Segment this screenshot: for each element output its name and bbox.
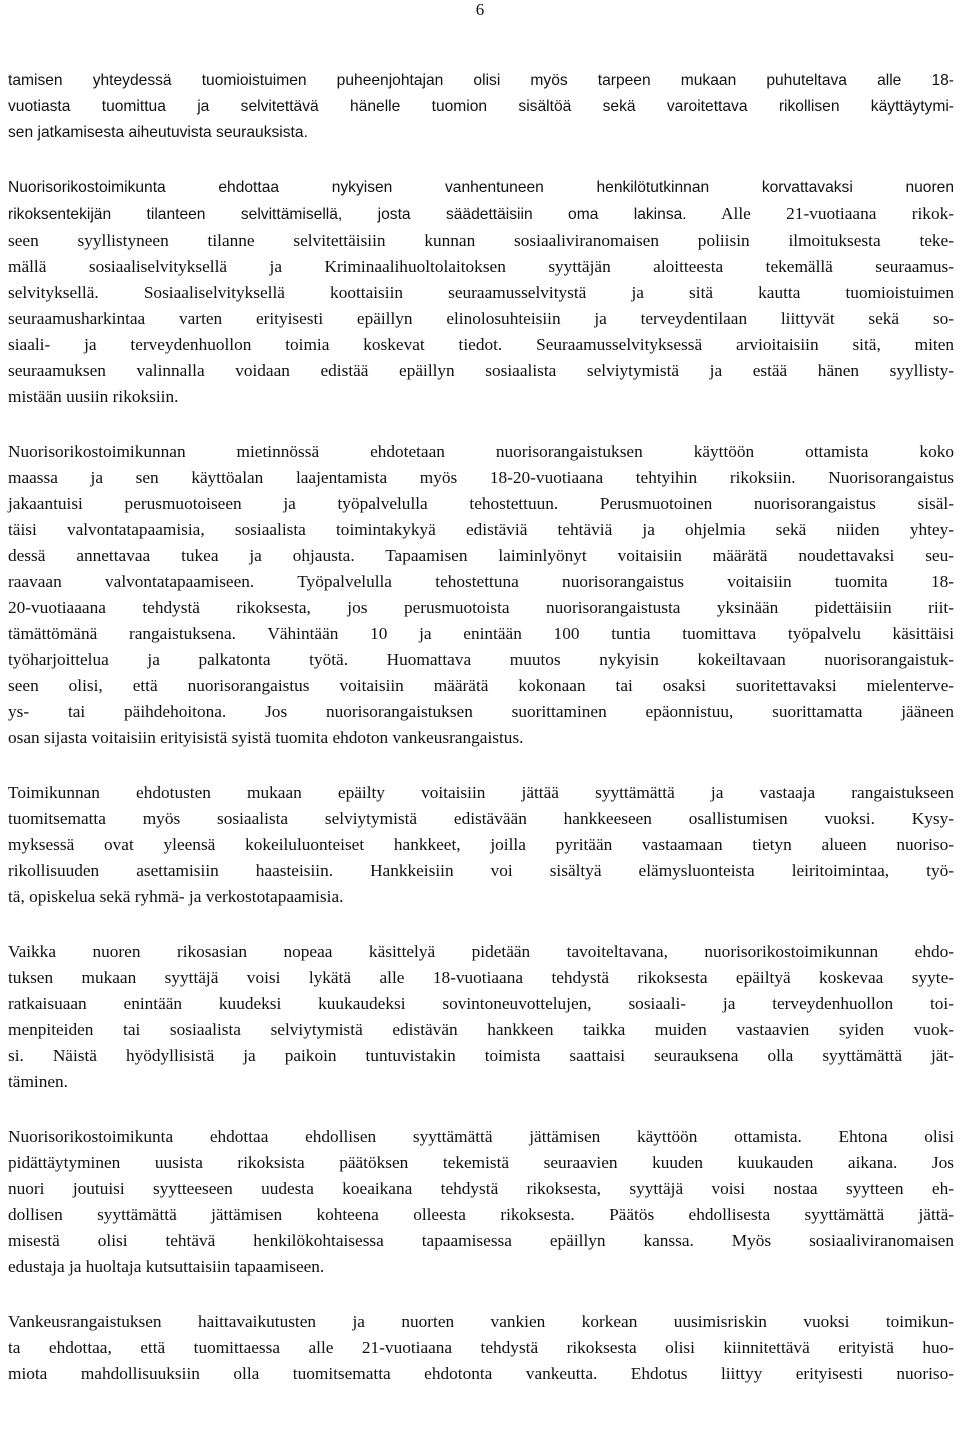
text-line: siaali- ja terveydenhuollon toimia koskevat tiedot. Seuraamusselvityksessä arvioitaisiin sitä, miten xyxy=(8,335,954,354)
text-line: dessä annettavaa tukea ja ohjausta. Tapaamisen laiminlyönyt voitaisiin määrätä noudettavaksi seu- xyxy=(8,546,954,565)
text-line: maassa ja sen käyttöalan laajentamista myös 18-20-vuotiaana tehtyihin rikoksiin. Nuorisorangaistus xyxy=(8,468,954,487)
text-line: selvityksellä. Sosiaaliselvityksellä koottaisiin seuraamusselvitystä ja sitä kautta tuomioistuimen xyxy=(8,283,954,302)
text-line: nuori joutuisi syytteeseen uudesta koeaikana tehdystä rikoksesta, syyttäjä voisi nostaa syytteen eh- xyxy=(8,1179,954,1198)
text-line: tuomitsematta myös sosiaalista selviytymistä edistävään hankkeeseen osallistumisen vuoksi. Kysy- xyxy=(8,809,954,828)
text-line: ta ehdottaa, että tuomittaessa alle 21-vuotiaana tehdystä rikoksesta olisi kiinnitettävä erityistä huo- xyxy=(8,1338,954,1357)
text-line: ratkaisuaan enintään kuudeksi kuukaudeksi sovintoneuvottelujen, sosiaali- ja terveydenhuollon toi- xyxy=(8,994,954,1013)
paragraph-1 xyxy=(8,68,954,146)
text-line: täisi valvontatapaamisia, sosiaalista toimintakykyä edistäviä tehtäviä ja ohjelmia sekä niiden yhtey- xyxy=(8,520,954,539)
text-line: tä, opiskelua sekä ryhmä- ja verkostotapaamisia. xyxy=(8,887,344,906)
text-line: mällä sosiaaliselvityksellä ja Kriminaalihuoltolaitoksen syyttäjän aloitteesta tekemällä seuraamus- xyxy=(8,257,954,276)
text-line: si. Näistä hyödyllisistä ja paikoin tuntuvistakin toimista saattaisi seurauksena olla syyttämättä jät- xyxy=(8,1046,954,1065)
text-segment-sans: rikoksentekijän tilanteen selvittämisellä, josta säädettäisiin oma lakinsa. xyxy=(8,206,687,223)
page-number: 6 xyxy=(475,0,485,19)
paragraph-6 xyxy=(8,1124,954,1280)
text-line: osan sijasta voitaisiin erityisistä syistä tuomita ehdoton vankeusrangaistus. xyxy=(8,728,524,747)
text-line: sen jatkamisesta aiheutuvista seurauksista. xyxy=(8,124,308,141)
text-line-mixed xyxy=(8,201,954,228)
text-line: jakaantuisi perusmuotoiseen ja työpalvelulla tehostettuun. Perusmuotoinen nuorisorangaistus sisäl- xyxy=(8,494,954,513)
text-line: tuksen mukaan syyttäjä voisi lykätä alle 18-vuotiaana tehdystä rikoksesta epäiltyä koskevaa syyte- xyxy=(8,968,954,987)
text-line: tamisen yhteydessä tuomioistuimen puheenjohtajan olisi myös tarpeen mukaan puhuteltava alle 18- xyxy=(8,72,954,89)
paragraph-3 xyxy=(8,439,954,751)
text-line: rikollisuuden asettamisiin haasteisiin. Hankkeisiin voi sisältyä elämysluonteista leiritoimintaa, työ- xyxy=(8,861,954,880)
text-line: edustaja ja huoltaja kutsuttaisiin tapaamiseen. xyxy=(8,1257,325,1276)
paragraph-7 xyxy=(8,1309,954,1387)
text-line: seen syyllistyneen tilanne selvitettäisiin kunnan sosiaaliviranomaisen poliisin ilmoituksesta teke- xyxy=(8,231,954,250)
text-line: ys- tai päihdehoitona. Jos nuorisorangaistuksen suorittaminen epäonnistuu, suorittamatta jääneen xyxy=(8,702,954,721)
paragraph-2 xyxy=(8,175,954,410)
text-line: seuraamuksen valinnalla voidaan edistää epäillyn sosiaalista selviytymistä ja estää hänen syyllisty- xyxy=(8,361,954,380)
text-line: täminen. xyxy=(8,1072,68,1091)
text-line: Vaikka nuoren rikosasian nopeaa käsittelyä pidetään tavoiteltavana, nuorisorikostoimikunnan ehdo- xyxy=(8,942,954,961)
text-line: työharjoittelua ja palkatonta työtä. Huomattava muutos nykyisin kokeiltavaan nuorisorangaistuk- xyxy=(8,650,954,669)
text-line: seuraamusharkintaa varten erityisesti epäillyn elinolosuhteisiin ja terveydentilaan liittyvät sekä so- xyxy=(8,309,954,328)
text-line: raavaan valvontatapaamiseen. Työpalvelulla tehostettuna nuorisorangaistus voitaisiin tuomita 18- xyxy=(8,572,954,591)
text-line: pidättäytyminen uusista rikoksista päätöksen tekemistä seuraavien kuuden kuukauden aikana. Jos xyxy=(8,1153,954,1172)
text-line: Toimikunnan ehdotusten mukaan epäilty voitaisiin jättää syyttämättä ja vastaaja rangaistukseen xyxy=(8,783,954,802)
text-line: 20-vuotiaaana tehdystä rikoksesta, jos perusmuotoista nuorisorangaistusta yksinään pidettäisiin riit- xyxy=(8,598,954,617)
text-line: miota mahdollisuuksiin olla tuomitsematta ehdotonta vankeutta. Ehdotus liittyy erityisesti nuoriso- xyxy=(8,1364,954,1383)
paragraph-4 xyxy=(8,780,954,910)
text-line: seen olisi, että nuorisorangaistus voitaisiin määrätä kokonaan tai osaksi suoritettavaksi mielenterve- xyxy=(8,676,954,695)
text-line: mistään uusiin rikoksiin. xyxy=(8,387,179,406)
text-line: tämättömänä rangaistuksena. Vähintään 10 ja enintään 100 tuntia tuomittava työpalvelu käsittäisi xyxy=(8,624,954,643)
text-line: Vankeusrangaistuksen haittavaikutusten ja nuorten vankien korkean uusimisriskin vuoksi toimikun- xyxy=(8,1312,954,1331)
paragraph-5 xyxy=(8,939,954,1095)
text-segment-serif: Alle 21-vuotiaana rikok- xyxy=(686,204,954,223)
text-line: Nuorisorikostoimikunta ehdottaa ehdollisen syyttämättä jättämisen käyttöön ottamista. Ehtona olisi xyxy=(8,1127,954,1146)
text-line: Nuorisorikostoimikunnan mietinnössä ehdotetaan nuorisorangaistuksen käyttöön ottamista koko xyxy=(8,442,954,461)
text-line: misestä olisi tehtävä henkilökohtaisessa tapaamisessa epäillyn kanssa. Myös sosiaaliviranomaisen xyxy=(8,1231,954,1250)
text-line: myksessä ovat yleensä kokeiluluonteiset hankkeet, joilla pyritään vastaamaan tietyn alueen nuoriso- xyxy=(8,835,954,854)
document-body xyxy=(8,68,954,1416)
text-line: dollisen syyttämättä jättämisen kohteena olleesta rikoksesta. Päätös ehdollisesta syyttämättä jättä- xyxy=(8,1205,954,1224)
text-line: Nuorisorikostoimikunta ehdottaa nykyisen vanhentuneen henkilötutkinnan korvattavaksi nuoren xyxy=(8,179,954,196)
text-line: menpiteiden tai sosiaalista selviytymistä edistävän hankkeen taikka muiden vastaavien syiden vuok- xyxy=(8,1020,954,1039)
text-line: vuotiasta tuomittua ja selvitettävä hänelle tuomion sisältöä sekä varoitettava rikollisen käyttäytymi- xyxy=(8,98,954,115)
